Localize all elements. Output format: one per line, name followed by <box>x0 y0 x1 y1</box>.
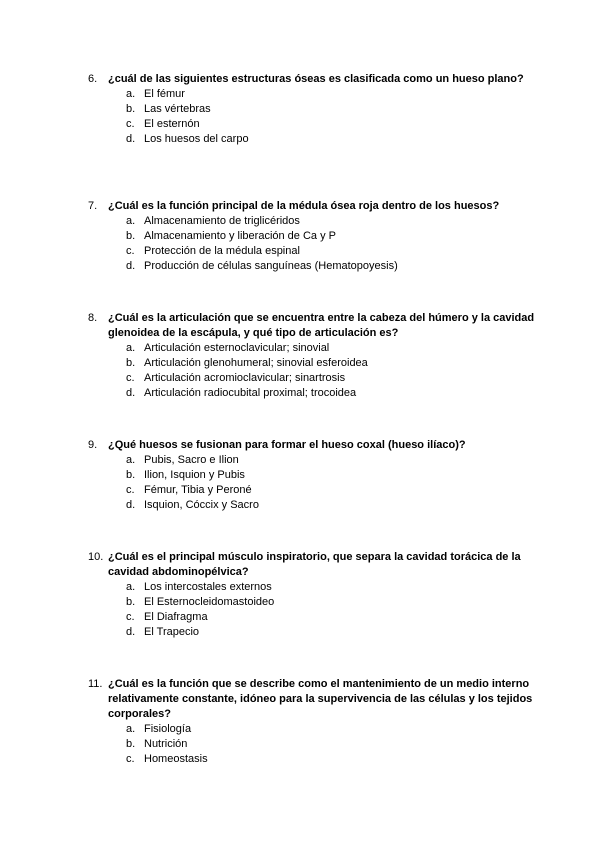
option-item <box>88 498 538 513</box>
option-text: Pubis, Sacro e Ilion <box>144 454 239 466</box>
option-letter: d. <box>126 387 136 399</box>
option-text: Almacenamiento y liberación de Ca y P <box>144 230 336 242</box>
option-item <box>88 722 538 737</box>
option-text: El Esternocleidomastoideo <box>144 596 275 608</box>
question-number: 11. <box>88 678 103 690</box>
option-letter: b. <box>126 103 136 115</box>
option-item <box>88 87 538 102</box>
option-text: Articulación esternoclavicular; sinovial <box>144 342 330 354</box>
option-list <box>88 87 538 147</box>
option-list <box>88 453 538 513</box>
option-list <box>88 722 538 767</box>
option-item <box>88 371 538 386</box>
option-letter: a. <box>126 342 136 354</box>
option-letter: b. <box>126 738 136 750</box>
question-8 <box>88 311 538 401</box>
question-number: 10. <box>88 551 104 563</box>
question-6 <box>88 72 538 147</box>
question-10 <box>88 550 538 640</box>
option-letter: a. <box>126 454 136 466</box>
option-list <box>88 341 538 401</box>
option-item <box>88 610 538 625</box>
option-text: El Trapecio <box>144 626 200 638</box>
option-letter: d. <box>126 499 136 511</box>
option-letter: b. <box>126 230 136 242</box>
question-text: ¿Cuál es el principal músculo inspiratorio, que separa la cavidad torácica de la cavidad abdominopélvica? <box>108 551 521 578</box>
option-item <box>88 102 538 117</box>
option-item <box>88 259 538 274</box>
question-number: 8. <box>88 312 98 324</box>
option-item <box>88 625 538 640</box>
question-text: ¿Cuál es la función principal de la médula ósea roja dentro de los huesos? <box>108 200 500 212</box>
question-text: ¿Qué huesos se fusionan para formar el hueso coxal (hueso ilíaco)? <box>108 439 466 451</box>
option-letter: c. <box>126 118 135 130</box>
option-letter: a. <box>126 723 136 735</box>
option-text: Nutrición <box>144 738 188 750</box>
option-text: Fémur, Tibia y Peroné <box>144 484 252 496</box>
option-item <box>88 468 538 483</box>
option-letter: c. <box>126 372 135 384</box>
option-text: Los huesos del carpo <box>144 133 249 145</box>
question-text: ¿cuál de las siguientes estructuras óseas es clasificada como un hueso plano? <box>108 73 524 85</box>
option-letter: c. <box>126 611 135 623</box>
question-number: 6. <box>88 73 98 85</box>
option-text: Los intercostales externos <box>144 581 272 593</box>
option-item <box>88 752 538 767</box>
option-letter: b. <box>126 596 136 608</box>
option-text: Fisiología <box>144 723 192 735</box>
question-number: 7. <box>88 200 98 212</box>
question-text: ¿Cuál es la función que se describe como el mantenimiento de un medio interno relativamente constante, idóneo para la supervivencia de las células y los tejidos corporales? <box>108 678 533 720</box>
question-11 <box>88 677 538 767</box>
option-letter: a. <box>126 581 136 593</box>
option-item <box>88 386 538 401</box>
option-letter: c. <box>126 245 135 257</box>
option-item <box>88 214 538 229</box>
option-item <box>88 737 538 752</box>
question-9 <box>88 438 538 513</box>
option-text: Articulación glenohumeral; sinovial esferoidea <box>144 357 368 369</box>
option-letter: b. <box>126 357 136 369</box>
option-item <box>88 229 538 244</box>
option-text: Producción de células sanguíneas (Hematopoyesis) <box>144 260 398 272</box>
option-text: Ilion, Isquion y Pubis <box>144 469 245 481</box>
option-letter: c. <box>126 484 135 496</box>
option-text: El Diafragma <box>144 611 208 623</box>
option-letter: c. <box>126 753 135 765</box>
option-item <box>88 483 538 498</box>
question-7 <box>88 199 538 274</box>
option-letter: d. <box>126 260 136 272</box>
question-text: ¿Cuál es la articulación que se encuentra entre la cabeza del húmero y la cavidad glenoidea de la escápula, y qué tipo de articulación es? <box>108 312 535 339</box>
option-list <box>88 214 538 274</box>
option-text: El fémur <box>144 88 185 100</box>
option-text: Isquion, Cóccix y Sacro <box>144 499 259 511</box>
option-text: Homeostasis <box>144 753 208 765</box>
option-item <box>88 453 538 468</box>
option-letter: d. <box>126 626 136 638</box>
option-item <box>88 341 538 356</box>
option-text: Articulación acromioclavicular; sinartrosis <box>144 372 346 384</box>
option-item <box>88 132 538 147</box>
option-item <box>88 244 538 259</box>
option-letter: d. <box>126 133 136 145</box>
option-letter: a. <box>126 88 136 100</box>
option-item <box>88 595 538 610</box>
option-letter: a. <box>126 215 136 227</box>
question-number: 9. <box>88 439 98 451</box>
option-text: Protección de la médula espinal <box>144 245 300 257</box>
option-item <box>88 580 538 595</box>
option-item <box>88 117 538 132</box>
option-text: El esternón <box>144 118 200 130</box>
option-text: Almacenamiento de triglicéridos <box>144 215 300 227</box>
option-text: Articulación radiocubital proximal; trocoidea <box>144 387 357 399</box>
option-text: Las vértebras <box>144 103 211 115</box>
option-letter: b. <box>126 469 136 481</box>
option-item <box>88 356 538 371</box>
option-list <box>88 580 538 640</box>
